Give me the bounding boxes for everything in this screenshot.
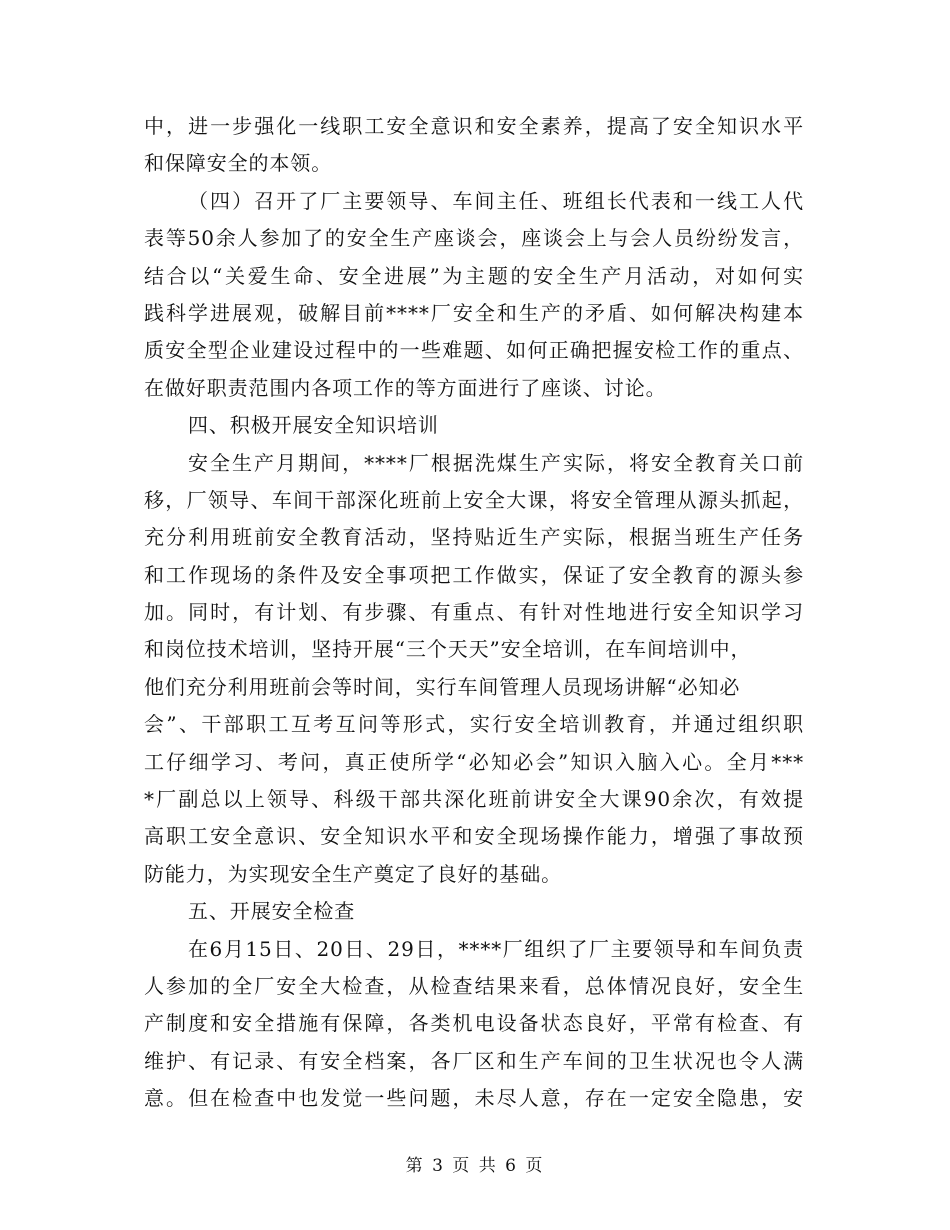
text-line: 防能力，为实现安全生产奠定了良好的基础。 xyxy=(144,861,562,886)
text-line: 安全生产月期间，****厂根据洗煤生产实际，将安全教育关口前 xyxy=(188,450,804,475)
text-line: 质安全型企业建设过程中的一些难题、如何正确把握安检工作的重点、 xyxy=(144,338,804,363)
text-line: 移，厂领导、车间干部深化班前上安全大课，将安全管理从源头抓起， xyxy=(144,487,804,512)
text-line: 充分利用班前安全教育活动，坚持贴近生产实际，根据当班生产任务 xyxy=(144,525,804,550)
text-line: 人参加的全厂安全大检查，从检查结果来看，总体情况良好，安全生 xyxy=(144,973,804,998)
text-line: 产制度和安全措施有保障，各类机电设备状态良好，平常有检查、有 xyxy=(144,1011,804,1036)
text-line: 会”、干部职工互考互问等形式，实行安全培训教育，并通过组织职 xyxy=(144,712,804,737)
text-line: 和保障安全的本领。 xyxy=(144,151,333,176)
text-line: 工仔细学习、考问，真正使所学“必知必会”知识入脑入心。全月*** xyxy=(144,749,804,774)
page-number: 第 3 页 共 6 页 xyxy=(405,1156,545,1176)
text-line: 意。但在检查中也发觉一些问题，未尽人意，存在一定安全隐患，安 xyxy=(144,1086,804,1111)
heading-training xyxy=(144,407,804,444)
text-line: *厂副总以上领导、科级干部共深化班前讲安全大课90余次，有效提 xyxy=(144,787,804,812)
para-forum xyxy=(144,183,804,407)
text-line: 在做好职责范围内各项工作的等方面进行了座谈、讨论。 xyxy=(144,375,667,400)
text-line: 践科学进展观，破解目前****厂安全和生产的矛盾、如何解决构建本 xyxy=(144,300,804,325)
text-line: 加。同时，有计划、有步骤、有重点、有针对性地进行安全知识学习 xyxy=(144,600,804,625)
text-line: 他们充分利用班前会等时间，实行车间管理人员现场讲解“必知必 xyxy=(144,674,741,699)
text-line: 表等50余人参加了的安全生产座谈会，座谈会上与会人员纷纷发言， xyxy=(144,226,804,251)
text-line: 在6月15日、20日、29日，****厂组织了厂主要领导和车间负责 xyxy=(188,936,804,961)
section-heading: 五、开展安全检查 xyxy=(188,899,356,924)
page-body xyxy=(144,108,804,1118)
text-line: 和工作现场的条件及安全事项把工作做实，保证了安全教育的源头参 xyxy=(144,562,804,587)
text-line: （四）召开了厂主要领导、车间主任、班组长代表和一线工人代 xyxy=(188,188,804,213)
section-heading: 四、积极开展安全知识培训 xyxy=(188,413,439,438)
text-line: 和岗位技术培训，坚持开展“三个天天”安全培训，在车间培训中， xyxy=(144,637,752,662)
para-inspection xyxy=(144,931,804,1118)
text-line: 维护、有记录、有安全档案，各厂区和生产车间的卫生状况也令人满 xyxy=(144,1048,804,1073)
para-continuation xyxy=(144,108,804,183)
para-training xyxy=(144,445,804,894)
text-line: 中，进一步强化一线职工安全意识和安全素养，提高了安全知识水平 xyxy=(144,114,804,138)
heading-inspection xyxy=(144,893,804,930)
text-line: 结合以“关爱生命、安全进展”为主题的安全生产月活动，对如何实 xyxy=(144,263,804,288)
text-line: 高职工安全意识、安全知识水平和安全现场操作能力，增强了事故预 xyxy=(144,824,804,849)
